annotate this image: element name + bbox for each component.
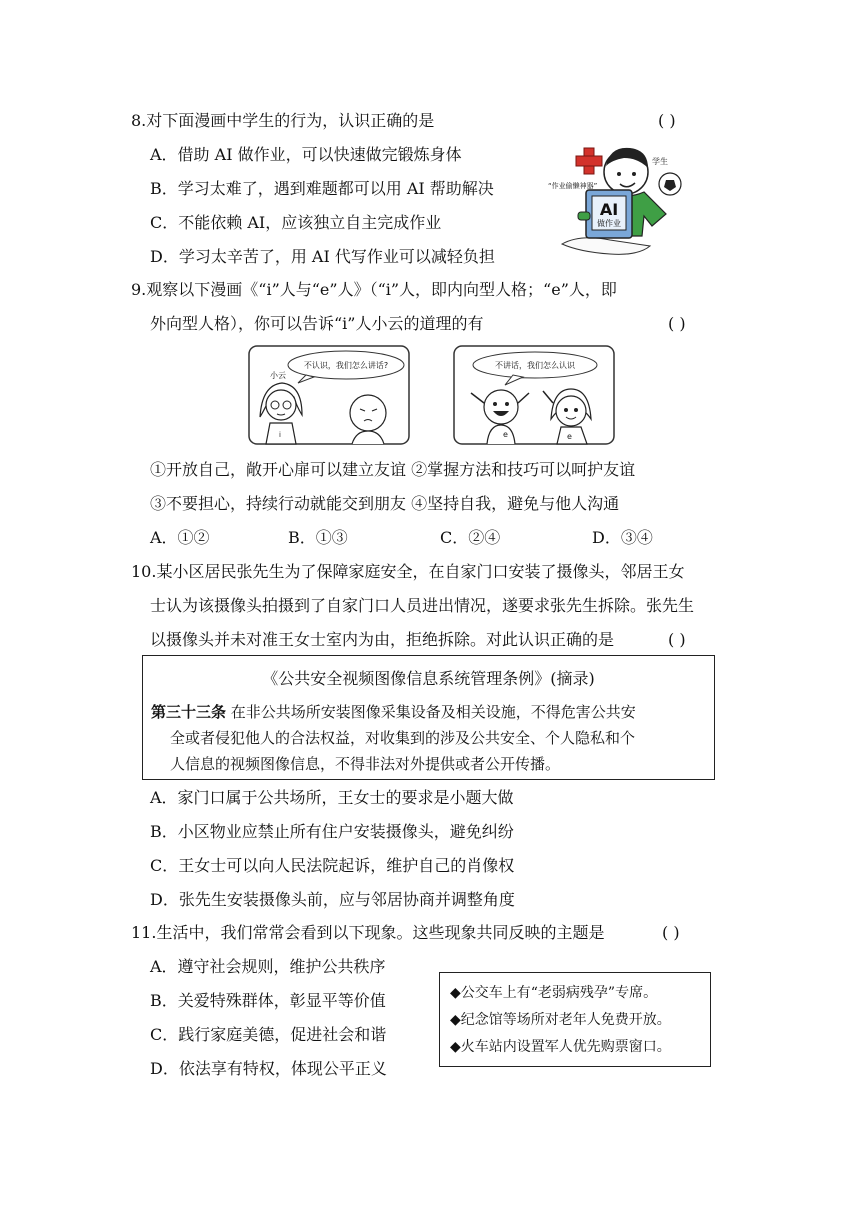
q9-statements-line1: ①开放自己，敞开心扉可以建立友谊 ②掌握方法和技巧可以呵护友谊 <box>150 460 636 479</box>
q10-box-article: 第三十三条 <box>151 703 227 721</box>
q10-option-a: A．家门口属于公共场所，王女士的要求是小题大做 <box>150 788 514 807</box>
q10-box-line3: 人信息的视频图像信息，不得非法对外提供或者公开传播。 <box>170 755 561 773</box>
q9-cartoon-panel-2 <box>453 345 615 445</box>
q11-box-item-1: ◆公交车上有“老弱病残孕”专席。 <box>450 985 658 1001</box>
q8-option-c: C．不能依赖 AI，应该独立自主完成作业 <box>150 213 442 232</box>
q8-stem: 8.对下面漫画中学生的行为，认识正确的是 <box>131 111 435 130</box>
q11-answer-paren: ( ) <box>662 923 680 942</box>
q9-panel2-mark-2: e <box>567 432 572 441</box>
q9-stem-line1: 9.观察以下漫画《“i”人与“e”人》（“i”人，即内向型人格；“e”人，即 <box>131 280 617 299</box>
q9-option-c: C．②④ <box>440 528 501 547</box>
q10-option-c: C．王女士可以向人民法院起诉，维护自己的肖像权 <box>150 856 515 875</box>
q10-option-b: B．小区物业应禁止所有住户安装摄像头，避免纠纷 <box>150 822 514 841</box>
q10-box-line1 <box>151 702 636 722</box>
q10-box-line2: 全或者侵犯他人的合法权益，对收集到的涉及公共安全、个人隐私和个 <box>170 729 636 747</box>
q8-cartoon-tool-label: “作业偷懒神器” <box>548 182 598 190</box>
q8-cartoon-ai-text: AI <box>599 200 619 219</box>
q8-cartoon-screen-label: 做作业 <box>597 219 621 228</box>
q11-box-item-3: ◆火车站内设置军人优先购票窗口。 <box>450 1039 671 1055</box>
q9-panel2-bubble: 不讲话，我们怎么认识 <box>495 361 575 370</box>
q11-option-a: A．遵守社会规则，维护公共秩序 <box>150 957 386 976</box>
q9-stem-line2: 外向型人格），你可以告诉“i”人小云的道理的有 <box>150 314 484 333</box>
q10-box-line1-text: 在非公共场所安装图像采集设备及相关设施，不得危害公共安 <box>226 703 636 721</box>
q9-panel1-mark: i <box>279 431 281 439</box>
q11-box-item-2: ◆纪念馆等场所对老年人免费开放。 <box>450 1012 671 1028</box>
q9-option-d: D．③④ <box>592 528 653 547</box>
q9-panel2-mark-1: e <box>503 430 508 439</box>
q8-answer-paren: ( ) <box>658 111 676 130</box>
q8-option-b: B．学习太难了，遇到难题都可以用 AI 帮助解决 <box>150 179 494 198</box>
q8-option-d: D．学习太辛苦了，用 AI 代写作业可以减轻负担 <box>150 247 495 266</box>
q10-stem-line1: 10.某小区居民张先生为了保障家庭安全，在自家门口安装了摄像头，邻居王女 <box>131 562 685 581</box>
q10-box-title: 《公共安全视频图像信息系统管理条例》(摘录) <box>262 669 595 688</box>
q11-option-d: D．依法享有特权，体现公平正义 <box>150 1059 387 1078</box>
q11-stem: 11.生活中，我们常常会看到以下现象。这些现象共同反映的主题是 <box>131 923 605 942</box>
q9-panel1-bubble: 不认识，我们怎么讲话? <box>303 361 389 370</box>
q9-option-b: B．①③ <box>288 528 348 547</box>
q10-regulation-box <box>142 655 715 780</box>
q9-answer-paren: ( ) <box>668 314 686 333</box>
q8-cartoon-student-label: 学生 <box>652 157 668 166</box>
q10-stem-line2: 士认为该摄像头拍摄到了自家门口人员进出情况，遂要求张先生拆除。张先生 <box>150 596 695 615</box>
q8-option-a: A．借助 AI 做作业，可以快速做完锻炼身体 <box>150 145 462 164</box>
q11-option-c: C．践行家庭美德，促进社会和谐 <box>150 1025 387 1044</box>
q10-answer-paren: ( ) <box>668 630 686 649</box>
q10-option-d: D．张先生安装摄像头前，应与邻居协商并调整角度 <box>150 890 515 909</box>
q9-option-a: A．①② <box>150 528 210 547</box>
q8-cartoon <box>540 136 700 260</box>
q11-phenomena-box <box>439 972 711 1067</box>
q9-cartoon-panel-1 <box>248 345 410 445</box>
q9-statements-line2: ③不要担心，持续行动就能交到朋友 ④坚持自我，避免与他人沟通 <box>150 494 620 513</box>
q10-stem-line3: 以摄像头并未对准王女士室内为由，拒绝拆除。对此认识正确的是 <box>150 630 615 649</box>
q9-panel1-name: 小云 <box>270 371 286 380</box>
q11-option-b: B．关爱特殊群体，彰显平等价值 <box>150 991 386 1010</box>
